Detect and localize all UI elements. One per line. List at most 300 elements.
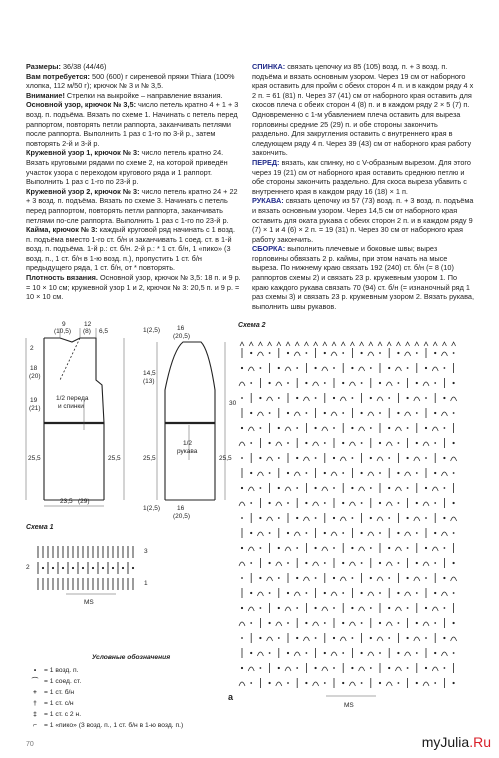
chain-stitch-mark xyxy=(351,427,353,429)
chain-stitch-mark xyxy=(425,367,427,369)
schema1-row-label: 3 xyxy=(144,548,148,555)
picot-mark xyxy=(387,342,391,346)
chain-stitch-mark xyxy=(315,427,317,429)
arch-mark xyxy=(423,442,429,446)
dim-label: 16 xyxy=(177,325,185,332)
chain-stitch-mark xyxy=(397,532,399,534)
chain-stitch-mark xyxy=(241,427,243,429)
chain-stitch-mark xyxy=(82,567,84,569)
paragraph-text: Стрелки на выкройке – направление вязания. xyxy=(64,90,223,100)
chain-stitch-mark xyxy=(306,592,308,594)
chain-stitch-mark xyxy=(370,667,372,669)
legend-symbol: ⌒ xyxy=(31,678,39,685)
chain-stitch-mark xyxy=(453,352,455,354)
chain-stitch-mark xyxy=(453,382,455,384)
symbol-legend xyxy=(26,652,236,731)
arch-mark xyxy=(349,442,355,446)
chain-stitch-mark xyxy=(352,397,354,399)
chain-stitch-mark xyxy=(269,382,271,384)
chain-stitch-mark xyxy=(305,562,307,564)
chain-stitch-mark xyxy=(370,427,372,429)
arch-mark xyxy=(267,397,273,401)
chain-stitch-mark xyxy=(305,442,307,444)
paragraph-label: Кружевной узор 1, крючок № 3: xyxy=(26,148,140,158)
chain-stitch-mark xyxy=(407,397,409,399)
dim-label: 14,5 xyxy=(143,370,156,377)
dim-label: 30 xyxy=(229,400,237,407)
chain-stitch-mark xyxy=(287,532,289,534)
legend-text: = 1 ст. б/н xyxy=(44,689,75,696)
arch-mark xyxy=(386,622,392,626)
chain-stitch-mark xyxy=(352,577,354,579)
arch-mark xyxy=(248,427,254,431)
chain-stitch-mark xyxy=(397,352,399,354)
dim-label: 23,5 xyxy=(60,498,73,505)
arch-mark xyxy=(294,652,300,656)
chain-stitch-mark xyxy=(333,367,335,369)
chain-stitch-mark xyxy=(453,682,455,684)
paragraph xyxy=(26,62,242,72)
chain-stitch-mark xyxy=(333,607,335,609)
chain-stitch-mark xyxy=(379,682,381,684)
arch-mark xyxy=(349,622,355,626)
chain-stitch-mark xyxy=(250,682,252,684)
chain-stitch-mark xyxy=(342,502,344,504)
chain-stitch-mark xyxy=(453,532,455,534)
arch-mark xyxy=(267,517,273,521)
schema2-ms-label: MS xyxy=(344,702,354,709)
chain-stitch-mark xyxy=(278,547,280,549)
chain-stitch-mark xyxy=(296,667,298,669)
dim-label: (20,5) xyxy=(173,513,190,520)
chain-stitch-mark xyxy=(379,592,381,594)
paragraph-text: выполнить плечевые и боковые швы; вырез горловины обвязать 2 р. каймы, при этом начать на мысе выреза. По нижнему краю связать 192 (240) ст. б/н (= 8 (10) раппортов схемы 2) и связать 23 р. кружевным узором 1. По краю каждого рукава связать 70 (94) ст. б/н (= изнаночный ряд 1 раз схемы 3) и связать 23 р. кружевным узором 2. Вязать рукава, выполнить швы рукавов. xyxy=(252,244,474,311)
chain-stitch-mark xyxy=(416,652,418,654)
dim-label: 25,5 xyxy=(143,455,156,462)
chain-stitch-mark xyxy=(434,562,436,564)
arch-mark xyxy=(414,517,420,521)
chain-stitch-mark xyxy=(361,442,363,444)
schema1-row-label: 1 xyxy=(144,580,148,587)
picot-mark xyxy=(295,342,299,346)
arch-mark xyxy=(331,472,337,476)
picot-mark xyxy=(406,342,410,346)
chain-stitch-mark xyxy=(416,532,418,534)
dim-label: 25,5 xyxy=(108,455,121,462)
dim-label: (29) xyxy=(78,498,90,505)
chain-stitch-mark xyxy=(269,652,271,654)
dim-label: 6,5 xyxy=(99,328,109,335)
chain-stitch-mark xyxy=(370,547,372,549)
arch-mark xyxy=(313,622,319,626)
arch-mark xyxy=(368,652,374,656)
arch-mark xyxy=(257,652,263,656)
picot-mark xyxy=(415,342,419,346)
chain-stitch-mark xyxy=(324,532,326,534)
chain-stitch-mark xyxy=(241,547,243,549)
chain-stitch-mark xyxy=(434,352,436,354)
schema1-row-label: 2 xyxy=(26,564,30,571)
arch-mark xyxy=(322,487,328,491)
arch-mark xyxy=(386,562,392,566)
chain-stitch-mark xyxy=(324,412,326,414)
picot-mark xyxy=(396,342,400,346)
arch-mark xyxy=(405,352,411,356)
legend-text: = 1 «пико» (3 возд. п., 1 ст. б/н в 1-ю возд. п.) xyxy=(44,722,184,729)
chain-stitch-mark xyxy=(407,367,409,369)
chain-stitch-mark xyxy=(52,567,54,569)
chain-stitch-mark xyxy=(370,577,372,579)
chain-stitch-mark xyxy=(397,412,399,414)
chain-stitch-mark xyxy=(296,577,298,579)
arch-mark xyxy=(313,682,319,686)
paragraph xyxy=(26,187,242,225)
arch-mark xyxy=(239,442,245,446)
arch-mark xyxy=(313,382,319,386)
chain-stitch-mark xyxy=(305,682,307,684)
picot-mark xyxy=(424,342,428,346)
watermark xyxy=(422,734,491,750)
arch-mark xyxy=(377,577,383,581)
chain-stitch-mark xyxy=(132,567,134,569)
arch-mark xyxy=(377,637,383,641)
arch-mark xyxy=(432,547,438,551)
chain-stitch-mark xyxy=(333,637,335,639)
chain-stitch-mark xyxy=(370,517,372,519)
chain-stitch-mark xyxy=(397,592,399,594)
picot-mark xyxy=(369,342,373,346)
chain-stitch-mark xyxy=(379,652,381,654)
chain-stitch-mark xyxy=(397,472,399,474)
chain-stitch-mark xyxy=(342,682,344,684)
chain-stitch-mark xyxy=(287,502,289,504)
chain-stitch-mark xyxy=(416,472,418,474)
schema2-corner-label: a xyxy=(228,692,234,702)
chain-stitch-mark xyxy=(453,442,455,444)
arch-mark xyxy=(349,682,355,686)
arch-mark xyxy=(377,397,383,401)
chain-stitch-mark xyxy=(416,682,418,684)
dim-label: 19 xyxy=(30,397,38,404)
chain-stitch-mark xyxy=(444,607,446,609)
picot-mark xyxy=(240,342,244,346)
arch-mark xyxy=(405,592,411,596)
chain-stitch-mark xyxy=(361,682,363,684)
chain-stitch-mark xyxy=(287,412,289,414)
chain-stitch-mark xyxy=(361,592,363,594)
chain-stitch-mark xyxy=(351,667,353,669)
chain-stitch-mark xyxy=(278,427,280,429)
chain-stitch-mark xyxy=(425,517,427,519)
arch-mark xyxy=(441,592,447,596)
arch-mark xyxy=(303,637,309,641)
arch-mark xyxy=(432,487,438,491)
chain-stitch-mark xyxy=(287,562,289,564)
paragraph-text: число петель кратно 4 + 1 + 3 возд. п. подъёма. Вязать по схеме 1. Начинать с петель перед раппортом, повторять петли раппорта, заканчивать петлями после раппорта. Выполнить 1 раз с 1-го по 3-й р., затем повторять 2-й и 3-й р. xyxy=(26,100,239,148)
chain-stitch-mark xyxy=(296,397,298,399)
chain-stitch-mark xyxy=(398,622,400,624)
chain-stitch-mark xyxy=(241,607,243,609)
chain-stitch-mark xyxy=(425,637,427,639)
arch-mark xyxy=(294,472,300,476)
chain-stitch-mark xyxy=(398,382,400,384)
chain-stitch-mark xyxy=(379,502,381,504)
chain-stitch-mark xyxy=(241,367,243,369)
chain-stitch-mark xyxy=(250,412,252,414)
arch-mark xyxy=(359,667,365,671)
chain-stitch-mark xyxy=(379,532,381,534)
paragraph xyxy=(252,62,474,158)
chain-stitch-mark xyxy=(269,622,271,624)
chain-stitch-mark xyxy=(306,652,308,654)
chain-stitch-mark xyxy=(444,487,446,489)
chain-stitch-mark xyxy=(361,562,363,564)
arch-mark xyxy=(451,577,457,581)
arch-mark xyxy=(368,592,374,596)
picot-mark xyxy=(323,342,327,346)
chain-stitch-mark xyxy=(434,532,436,534)
chain-stitch-mark xyxy=(361,622,363,624)
arch-mark xyxy=(441,352,447,356)
chain-stitch-mark xyxy=(443,457,445,459)
chain-stitch-mark xyxy=(278,577,280,579)
chain-stitch-mark xyxy=(260,607,262,609)
paragraph-label: Основной узор, крючок № 3,5: xyxy=(26,100,137,110)
arch-mark xyxy=(294,352,300,356)
chain-stitch-mark xyxy=(250,622,252,624)
picot-mark xyxy=(332,342,336,346)
chain-stitch-mark xyxy=(351,547,353,549)
paragraph-label: Кружевной узор 2, крючок № 3: xyxy=(26,186,140,196)
chain-stitch-mark xyxy=(296,547,298,549)
chain-stitch-mark xyxy=(315,637,317,639)
chain-stitch-mark xyxy=(241,637,243,639)
arch-mark xyxy=(267,637,273,641)
chain-stitch-mark xyxy=(425,397,427,399)
arch-mark xyxy=(331,412,337,416)
chain-stitch-mark xyxy=(269,442,271,444)
chain-stitch-mark xyxy=(269,532,271,534)
chain-stitch-mark xyxy=(370,487,372,489)
arch-mark xyxy=(285,427,291,431)
paragraph xyxy=(26,273,242,302)
paragraph-label: ПЕРЕД: xyxy=(252,157,280,167)
chain-stitch-mark xyxy=(306,412,308,414)
legend-item xyxy=(26,709,236,720)
chain-stitch-mark xyxy=(324,682,326,684)
chain-stitch-mark xyxy=(278,397,280,399)
chain-stitch-mark xyxy=(324,562,326,564)
arch-mark xyxy=(395,427,401,431)
chain-stitch-mark xyxy=(278,667,280,669)
chain-stitch-mark xyxy=(259,637,261,639)
chain-stitch-mark xyxy=(342,592,344,594)
paragraph xyxy=(26,72,242,91)
legend-symbol: + xyxy=(33,689,37,696)
paragraph-label: СПИНКА: xyxy=(252,62,286,71)
arch-mark xyxy=(303,397,309,401)
dim-label: 12 xyxy=(84,321,92,328)
arch-mark xyxy=(276,382,282,386)
chain-stitch-mark xyxy=(92,567,94,569)
chain-stitch-mark xyxy=(333,457,335,459)
paragraph-text: каждый круговой ряд начинать с 1 возд. п. подъёма вместо 1-го ст. б/н и заканчивать 1 соед. ст. в 1-й возд. п. подъёма. 1-й р.: ст. б/н. 2-й р.: * 1 ст. б/н, 1 «пико» (3 возд. п., 1 ст. б/н в 1-ю возд. п.), пропустить 1 ст. б/н предыдущего ряда, 1 ст. б/н, от * повторять. xyxy=(26,225,235,273)
chain-stitch-mark xyxy=(425,577,427,579)
chain-stitch-mark xyxy=(269,412,271,414)
arch-mark xyxy=(386,382,392,386)
schema2-title: Схема 2 xyxy=(238,322,266,329)
right-text-column xyxy=(252,62,474,311)
chain-stitch-mark xyxy=(342,382,344,384)
arch-mark xyxy=(276,442,282,446)
arch-mark xyxy=(303,577,309,581)
chain-stitch-mark xyxy=(388,487,390,489)
arch-mark xyxy=(432,427,438,431)
arch-mark xyxy=(239,502,245,506)
arch-mark xyxy=(395,547,401,551)
arch-mark xyxy=(386,502,392,506)
chain-stitch-mark xyxy=(315,457,317,459)
chain-stitch-mark xyxy=(278,457,280,459)
paragraph xyxy=(252,244,474,311)
chain-stitch-mark xyxy=(278,367,280,369)
chain-stitch-mark xyxy=(250,352,252,354)
chain-stitch-mark xyxy=(112,567,114,569)
chain-stitch-mark xyxy=(342,562,344,564)
arch-mark xyxy=(395,367,401,371)
chain-stitch-mark xyxy=(434,472,436,474)
chain-stitch-mark xyxy=(241,577,243,579)
chain-stitch-mark xyxy=(260,547,262,549)
chain-stitch-mark xyxy=(342,472,344,474)
arch-mark xyxy=(257,472,263,476)
paragraph xyxy=(26,148,242,186)
arch-mark xyxy=(349,502,355,506)
watermark-tld: .Ru xyxy=(469,734,491,750)
arch-mark xyxy=(285,487,291,491)
arch-mark xyxy=(395,607,401,611)
chain-stitch-mark xyxy=(259,397,261,399)
chain-stitch-mark xyxy=(305,382,307,384)
arch-mark xyxy=(257,412,263,416)
chain-stitch-mark xyxy=(425,427,427,429)
chain-stitch-mark xyxy=(407,547,409,549)
arch-mark xyxy=(340,457,346,461)
chain-stitch-mark xyxy=(324,442,326,444)
chain-stitch-mark xyxy=(425,667,427,669)
arch-mark xyxy=(359,367,365,371)
chain-stitch-mark xyxy=(407,637,409,639)
chain-stitch-mark xyxy=(434,442,436,444)
chain-stitch-mark xyxy=(333,427,335,429)
dim-label: 2 xyxy=(30,345,34,352)
arch-mark xyxy=(368,352,374,356)
chain-stitch-mark xyxy=(361,502,363,504)
chain-stitch-mark xyxy=(388,367,390,369)
chain-stitch-mark xyxy=(324,472,326,474)
chain-stitch-mark xyxy=(250,472,252,474)
arch-mark xyxy=(423,622,429,626)
legend-title: Условные обозначения xyxy=(91,654,171,661)
arch-mark xyxy=(451,637,457,641)
chain-stitch-mark xyxy=(361,382,363,384)
chain-stitch-mark xyxy=(333,487,335,489)
paragraph-text: Основной узор, крючок № 3,5: 18 п. и 9 р. = 10 × 10 см; кружевной узор 1 и 2, крючок № 3: 20,5 п. и 9 р. = 10 × 10 см. xyxy=(26,273,241,302)
arch-mark xyxy=(239,382,245,386)
arch-mark xyxy=(377,517,383,521)
arch-mark xyxy=(368,532,374,536)
arch-mark xyxy=(239,562,245,566)
arch-mark xyxy=(451,397,457,401)
arch-mark xyxy=(368,412,374,416)
arch-mark xyxy=(432,607,438,611)
chain-stitch-mark xyxy=(315,577,317,579)
chain-stitch-mark xyxy=(260,427,262,429)
chain-stitch-mark xyxy=(425,487,427,489)
chain-stitch-mark xyxy=(305,622,307,624)
chain-stitch-mark xyxy=(287,682,289,684)
chain-stitch-mark xyxy=(453,652,455,654)
legend-item xyxy=(26,676,236,687)
chain-stitch-mark xyxy=(388,667,390,669)
arch-mark xyxy=(432,367,438,371)
arch-mark xyxy=(386,682,392,686)
chain-stitch-mark xyxy=(388,547,390,549)
chain-stitch-mark xyxy=(352,637,354,639)
schema1-chart xyxy=(26,540,156,615)
arch-mark xyxy=(257,532,263,536)
chain-stitch-mark xyxy=(398,502,400,504)
chain-stitch-mark xyxy=(315,547,317,549)
arch-mark xyxy=(441,412,447,416)
arch-mark xyxy=(414,577,420,581)
chain-stitch-mark xyxy=(250,442,252,444)
dim-label: 25,5 xyxy=(28,455,41,462)
arch-mark xyxy=(340,577,346,581)
arch-mark xyxy=(322,667,328,671)
arch-mark xyxy=(340,637,346,641)
page-number: 70 xyxy=(26,741,34,748)
arch-mark xyxy=(349,382,355,386)
arch-mark xyxy=(349,562,355,566)
arch-mark xyxy=(294,592,300,596)
chain-stitch-mark xyxy=(269,562,271,564)
chain-stitch-mark xyxy=(315,667,317,669)
paragraph xyxy=(26,91,242,101)
dim-label: 18 xyxy=(30,365,38,372)
chain-stitch-mark xyxy=(352,517,354,519)
chain-stitch-mark xyxy=(102,567,104,569)
chain-stitch-mark xyxy=(342,652,344,654)
picot-mark xyxy=(249,342,253,346)
arch-mark xyxy=(395,667,401,671)
arch-mark xyxy=(359,607,365,611)
picot-mark xyxy=(286,342,290,346)
picot-mark xyxy=(452,342,456,346)
paragraph-label: РУКАВА: xyxy=(252,196,284,206)
arch-mark xyxy=(441,532,447,536)
chain-stitch-mark xyxy=(315,367,317,369)
chain-stitch-mark xyxy=(333,517,335,519)
chain-stitch-mark xyxy=(296,517,298,519)
arch-mark xyxy=(285,667,291,671)
chain-stitch-mark xyxy=(444,367,446,369)
arch-mark xyxy=(331,352,337,356)
chain-stitch-mark xyxy=(425,607,427,609)
paragraph xyxy=(26,225,242,273)
legend-symbol: ⌐ xyxy=(33,722,37,729)
chain-stitch-mark xyxy=(453,472,455,474)
